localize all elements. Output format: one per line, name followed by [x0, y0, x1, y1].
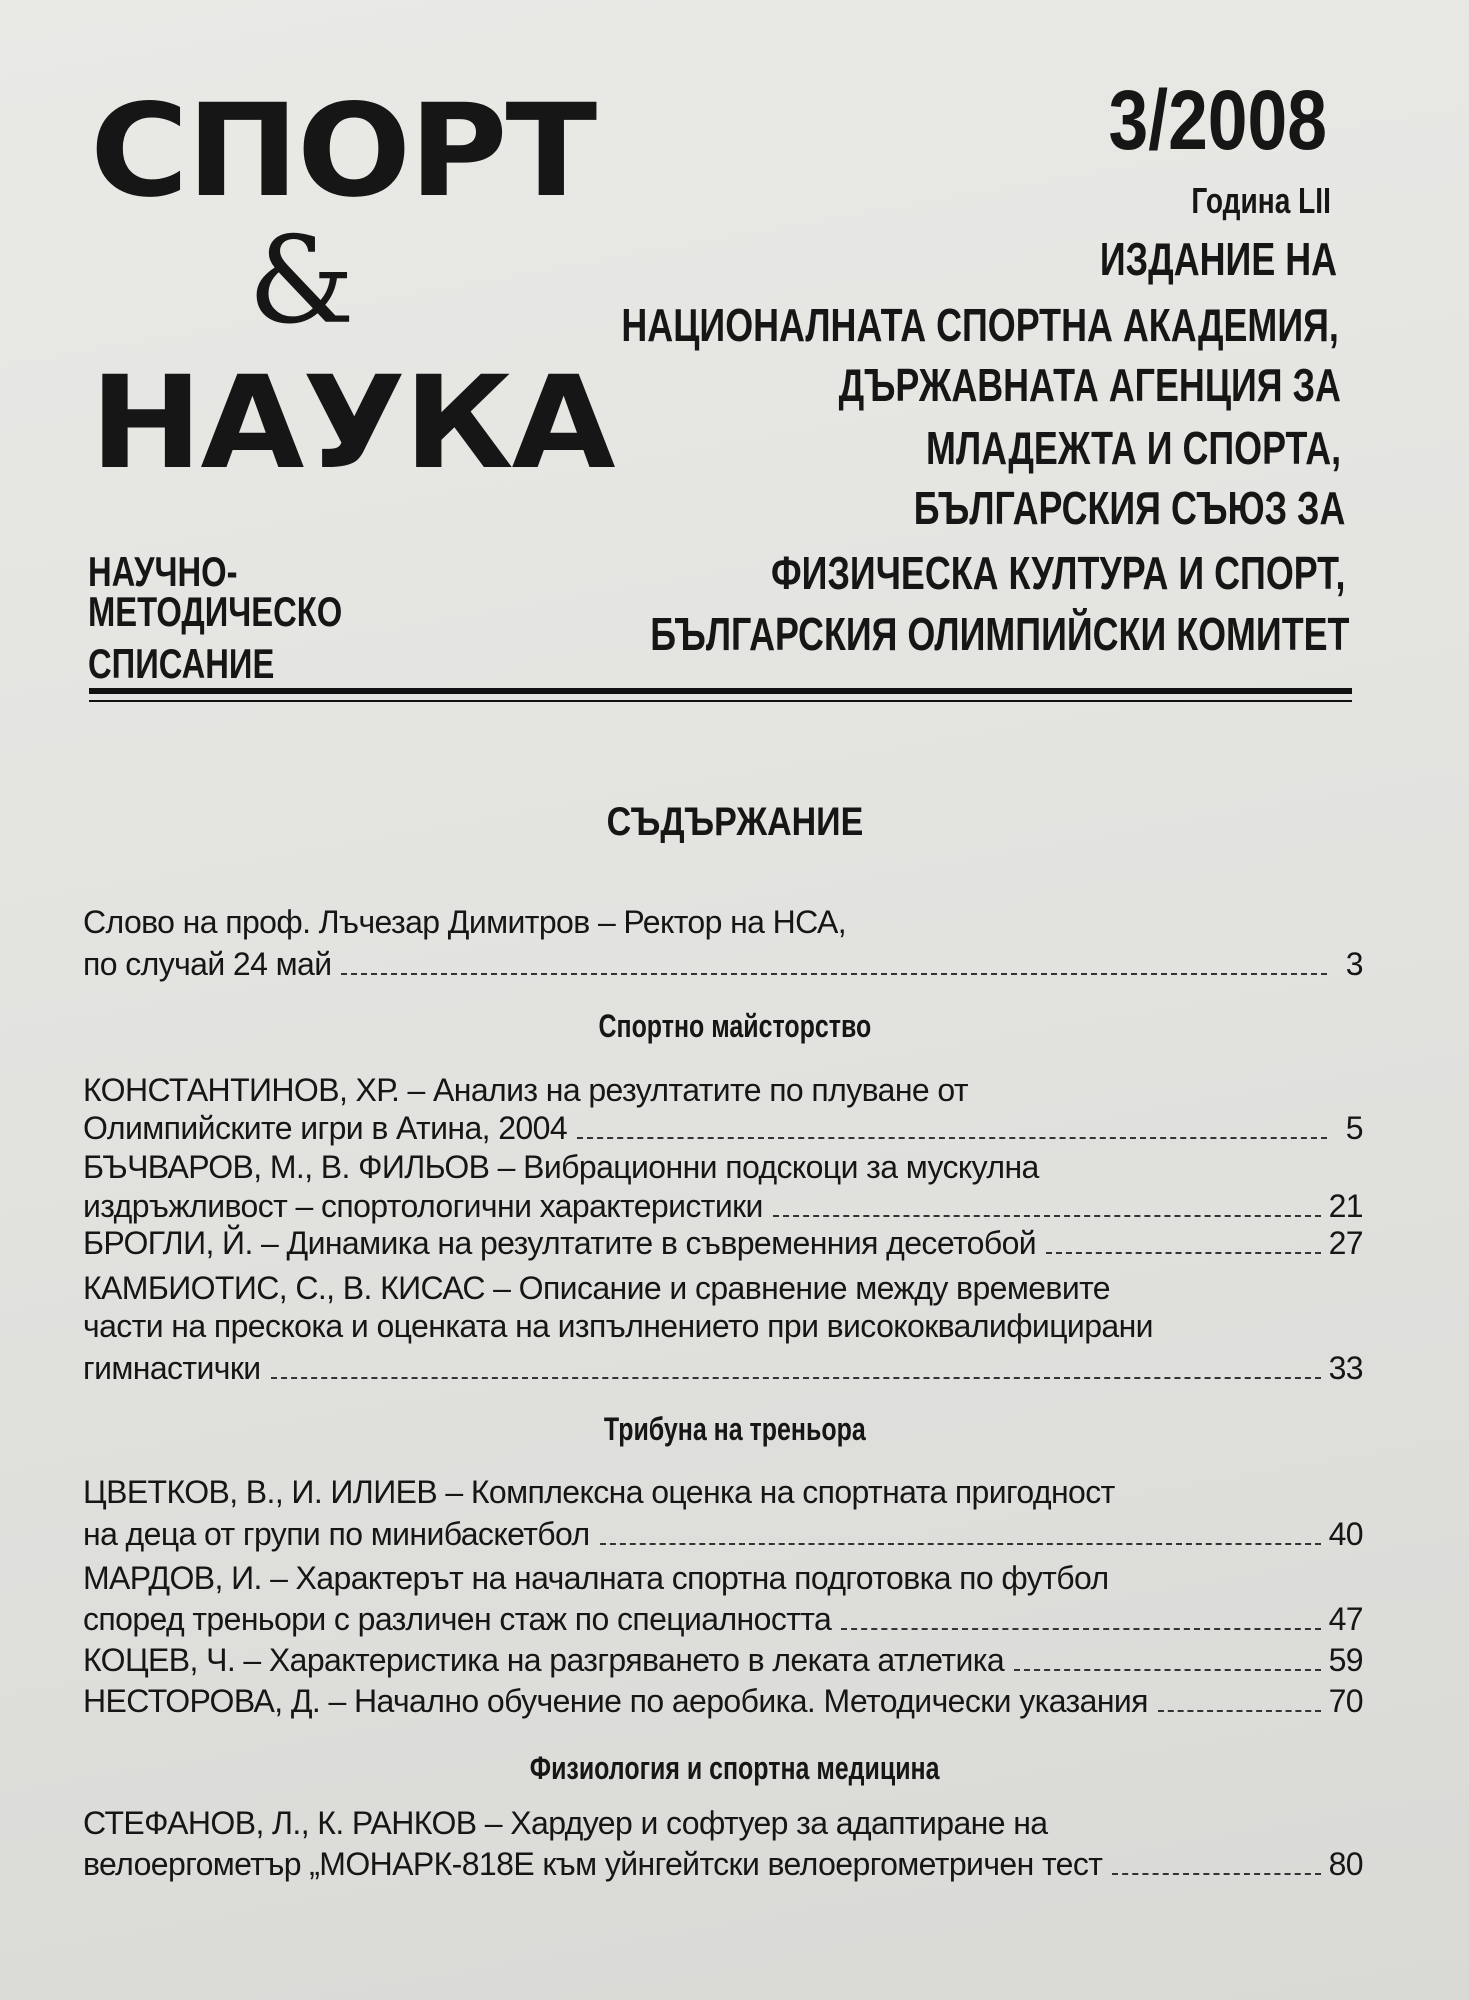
toc-entry-line: части на прескока и оценката на изпълнението при висококвалифицирани [83, 1308, 1153, 1344]
section-heading [0, 1008, 1469, 1045]
toc-entry-line: според треньори с различен стаж по специалността [83, 1601, 832, 1637]
toc-entry-line: гимнастички [83, 1350, 261, 1386]
section-heading [0, 1750, 1469, 1787]
year-label: Година LII [1191, 180, 1331, 221]
toc-entry[interactable] [83, 1599, 1363, 1639]
dot-leader [600, 1543, 1321, 1545]
toc-entry[interactable] [83, 1223, 1363, 1263]
toc-entry-line: БЪЧВАРОВ, М., В. ФИЛЬОВ – Вибрационни подскоци за мускулна [83, 1149, 1039, 1185]
toc-entry-line: СТЕФАНОВ, Л., К. РАНКОВ – Хардуер и софтуер за адаптиране на [83, 1805, 1048, 1841]
toc-entry-line: велоергометър „МОНАРК-818Е към уйнгейтски велоергометричен тест [83, 1846, 1103, 1882]
toc-title-text: СЪДЪРЖАНИЕ [606, 800, 863, 844]
logo-nauka: НАУКА [90, 349, 614, 498]
page-number: 5 [1345, 1110, 1363, 1146]
toc-entry-line: КОНСТАНТИНОВ, ХР. – Анализ на резултатите по плуване от [83, 1072, 968, 1108]
toc-entry-line: НЕСТОРОВА, Д. – Начално обучение по аеробика. Методически указания [83, 1683, 1148, 1719]
toc-entry[interactable] [83, 1514, 1363, 1554]
toc-entry-line: Слово на проф. Лъчезар Димитров – Ректор на НСА, [83, 904, 847, 940]
publisher-line: ИЗДАНИЕ НА [1099, 233, 1337, 285]
divider-thin [89, 700, 1352, 702]
toc-entry[interactable] [83, 1108, 1363, 1148]
toc-entry-line: ЦВЕТКОВ, В., И. ИЛИЕВ – Комплексна оценка на спортната пригодност [83, 1474, 1115, 1510]
page-number: 47 [1328, 1601, 1363, 1637]
toc-entry[interactable] [83, 944, 1363, 984]
dot-leader [1112, 1873, 1320, 1875]
page-number: 40 [1328, 1516, 1363, 1552]
logo-sport: СПОРТ [90, 77, 596, 226]
toc-entry[interactable] [83, 1348, 1363, 1388]
toc-entry-line: БРОГЛИ, Й. – Динамика на резултатите в съвременния десетобой [83, 1225, 1037, 1261]
publisher-line: ФИЗИЧЕСКА КУЛТУРА И СПОРТ, [770, 547, 1345, 599]
toc-entry[interactable] [83, 1681, 1363, 1721]
toc-entry[interactable] [83, 1640, 1363, 1680]
divider-thick [89, 688, 1352, 694]
toc-entry-line: КАМБИОТИС, С., В. КИСАС – Описание и сравнение между времевите [83, 1270, 1111, 1306]
dot-leader [773, 1215, 1321, 1217]
publisher-line: БЪЛГАРСКИЯ ОЛИМПИЙСКИ КОМИТЕТ [649, 608, 1349, 660]
toc-entry-line: издръжливост – спортологични характеристики [83, 1188, 763, 1224]
publisher-line: БЪЛГАРСКИЯ СЪЮЗ ЗА [913, 482, 1345, 534]
dot-leader [577, 1137, 1327, 1139]
publisher-line: МЛАДЕЖТА И СПОРТА, [925, 422, 1341, 474]
toc-entry-line: по случай 24 май [83, 946, 332, 982]
subtitle-line: МЕТОДИЧЕСКО [88, 588, 343, 635]
toc-entry[interactable] [83, 1844, 1363, 1884]
section-heading-text: Трибуна на треньора [603, 1411, 866, 1447]
page-number: 59 [1328, 1642, 1363, 1678]
issue-number: 3/2008 [1108, 73, 1327, 167]
publisher-line: НАЦИОНАЛНАТА СПОРТНА АКАДЕМИЯ, [621, 299, 1339, 351]
dot-leader [1158, 1710, 1321, 1712]
section-heading-text: Физиология и спортна медицина [529, 1750, 940, 1786]
toc-entry-line: МАРДОВ, И. – Характерът на началната спортна подготовка по футбол [83, 1560, 1109, 1596]
page-number: 33 [1328, 1350, 1363, 1386]
dot-leader [1046, 1252, 1321, 1254]
dot-leader [271, 1377, 1321, 1379]
dot-leader [341, 973, 1327, 975]
toc-entry-line: Олимпийските игри в Атина, 2004 [83, 1110, 568, 1146]
page-number: 21 [1328, 1188, 1363, 1224]
page-number: 80 [1328, 1846, 1363, 1882]
toc-entry[interactable] [83, 1186, 1363, 1226]
toc-entry-line: КОЦЕВ, Ч. – Характеристика на разгряването в леката атлетика [83, 1642, 1005, 1678]
section-heading [0, 1411, 1469, 1448]
subtitle-line: НАУЧНО- [88, 548, 238, 595]
section-heading-text: Спортно майсторство [598, 1008, 871, 1044]
publisher-line: ДЪРЖАВНАТА АГЕНЦИЯ ЗА [838, 359, 1341, 411]
toc-title [0, 800, 1469, 845]
page-number: 3 [1345, 946, 1363, 982]
toc-entry-line: на деца от групи по минибаскетбол [83, 1516, 590, 1552]
logo-ampersand: & [248, 212, 355, 351]
subtitle-line: СПИСАНИЕ [88, 640, 275, 687]
page-number: 27 [1328, 1225, 1363, 1261]
page-number: 70 [1328, 1683, 1363, 1719]
dot-leader [841, 1628, 1320, 1630]
dot-leader [1014, 1669, 1321, 1671]
